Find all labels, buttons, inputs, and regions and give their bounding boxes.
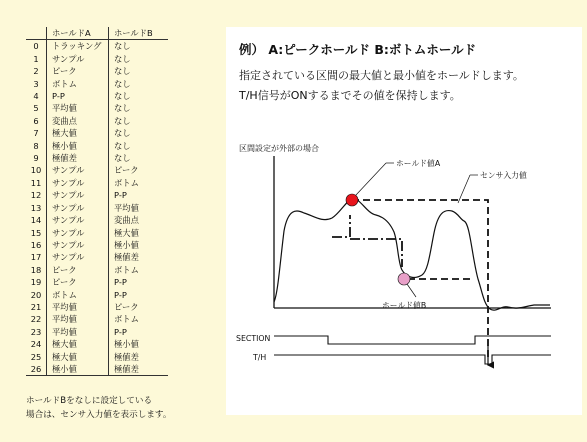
table-row <box>26 102 168 114</box>
hold-b-value: P-P <box>114 289 127 300</box>
th-signal <box>274 355 551 364</box>
section-signal <box>274 336 551 344</box>
hold-a-value: サンプル <box>47 189 109 201</box>
hold-a-value: 平均値 <box>47 301 109 313</box>
hold-a-label: ホールド値A <box>396 159 441 168</box>
hold-b-value: P-P <box>114 190 127 201</box>
hold-b-value: なし <box>114 66 131 77</box>
hold-a-value: サンプル <box>47 202 109 214</box>
table-row <box>26 177 168 189</box>
panel-description-2: T/H信号がONするまでその値を保持します。 <box>239 89 461 102</box>
hold-a-value: 極値差 <box>47 152 109 164</box>
header-number <box>26 27 47 40</box>
hold-b-label: ホールド値B <box>382 301 427 310</box>
row-number: 5 <box>26 102 47 114</box>
hold-b-value: 極小値 <box>114 339 139 350</box>
hold-b-value: P-P <box>114 326 127 337</box>
table-row <box>26 40 168 53</box>
table-row <box>26 363 168 376</box>
hold-a-value: 極大値 <box>47 127 109 139</box>
section-signal-label: SECTION <box>236 334 271 343</box>
hold-b-value: P-P <box>114 277 127 288</box>
row-number: 11 <box>26 177 47 189</box>
table-row <box>26 202 168 214</box>
row-number: 3 <box>26 78 47 90</box>
hold-a-value: ピーク <box>47 264 109 276</box>
table-row <box>26 313 168 325</box>
hold-a-value: 平均値 <box>47 313 109 325</box>
table-row <box>26 338 168 350</box>
row-number: 10 <box>26 164 47 176</box>
hold-a-value: サンプル <box>47 214 109 226</box>
hold-b-value: ピーク <box>114 301 139 312</box>
hold-b-value: なし <box>114 115 131 126</box>
hold-a-value: サンプル <box>47 164 109 176</box>
hold-a-value: 平均値 <box>47 326 109 338</box>
row-number: 26 <box>26 363 47 376</box>
hold-a-value: サンプル <box>47 177 109 189</box>
hold-a-value: 極小値 <box>47 363 109 376</box>
row-number: 4 <box>26 90 47 102</box>
sensor-leader <box>458 175 470 203</box>
table-row <box>26 251 168 263</box>
row-number: 20 <box>26 289 47 301</box>
hold-a-value: ピーク <box>47 276 109 288</box>
table-row <box>26 301 168 313</box>
row-number: 0 <box>26 40 47 53</box>
hold-a-value: 極小値 <box>47 140 109 152</box>
table-row <box>26 152 168 164</box>
row-number: 2 <box>26 65 47 77</box>
row-number: 25 <box>26 351 47 363</box>
row-number: 6 <box>26 115 47 127</box>
row-number: 16 <box>26 239 47 251</box>
hold-b-value: ボトム <box>114 264 139 275</box>
hold-b-value: ピーク <box>114 165 139 176</box>
row-number: 13 <box>26 202 47 214</box>
row-number: 12 <box>26 189 47 201</box>
hold-b-value: 極大値 <box>114 227 139 238</box>
hold-b-value: ボトム <box>114 177 139 188</box>
hold-b-value: 変曲点 <box>114 215 139 226</box>
table-row <box>26 214 168 226</box>
hold-mode-table <box>26 27 168 376</box>
hold-a-value: サンプル <box>47 239 109 251</box>
hold-a-value: ボトム <box>47 78 109 90</box>
sensor-input-curve <box>274 199 550 310</box>
hold-b-value: 極値差 <box>114 252 139 263</box>
header-hold-a: ホールドA <box>47 27 109 40</box>
row-number: 24 <box>26 338 47 350</box>
table-row <box>26 326 168 338</box>
bottom-marker <box>398 273 410 285</box>
hold-a-value: サンプル <box>47 53 109 65</box>
row-number: 7 <box>26 127 47 139</box>
header-hold-b: ホールドB <box>109 27 169 40</box>
sensor-label: センサ入力値 <box>480 171 527 180</box>
hold-a-leader <box>356 163 386 195</box>
table-row <box>26 276 168 288</box>
hold-b-value: なし <box>114 78 131 89</box>
hold-b-value: なし <box>114 153 131 164</box>
hold-b-value: なし <box>114 103 131 114</box>
example-panel <box>226 27 582 415</box>
peak-marker <box>346 194 358 206</box>
table-row <box>26 189 168 201</box>
table-row <box>26 127 168 139</box>
hold-a-value: 極大値 <box>47 338 109 350</box>
row-number: 19 <box>26 276 47 288</box>
note-line-2: 場合は、センサ入力値を表示します。 <box>26 410 172 420</box>
table-row <box>26 239 168 251</box>
table-row <box>26 351 168 363</box>
table-row <box>26 53 168 65</box>
row-number: 17 <box>26 251 47 263</box>
hold-a-value: ピーク <box>47 65 109 77</box>
row-number: 23 <box>26 326 47 338</box>
hold-b-value: なし <box>114 53 131 64</box>
hold-b-value: なし <box>114 128 131 139</box>
section-caption: 区間設定が外部の場合 <box>239 144 319 153</box>
table-row <box>26 90 168 102</box>
table-row <box>26 78 168 90</box>
hold-b-value: なし <box>114 41 131 52</box>
hold-a-value: P-P <box>47 90 109 102</box>
panel-description-1: 指定されている区間の最大値と最小値をホールドします。 <box>239 69 524 82</box>
row-number: 8 <box>26 140 47 152</box>
hold-b-value: 極値差 <box>114 351 139 362</box>
table-row <box>26 140 168 152</box>
row-number: 18 <box>26 264 47 276</box>
hold-a-value: ボトム <box>47 289 109 301</box>
timing-diagram <box>226 27 582 415</box>
table-row <box>26 289 168 301</box>
hold-b-value: 極値差 <box>109 363 169 376</box>
table-header-row <box>26 27 168 40</box>
table-row <box>26 227 168 239</box>
table-row <box>26 164 168 176</box>
hold-a-dashdot-line <box>332 215 350 237</box>
table-row <box>26 65 168 77</box>
hold-b-value: なし <box>114 140 131 151</box>
th-signal-label: T/H <box>253 353 267 362</box>
hold-b-value: 極小値 <box>114 239 139 250</box>
hold-b-value: なし <box>114 91 131 102</box>
hold-b-value: ボトム <box>114 314 139 325</box>
row-number: 21 <box>26 301 47 313</box>
hold-a-value: 変曲点 <box>47 115 109 127</box>
hold-a-value: トラッキング <box>47 40 109 53</box>
hold-a-value: サンプル <box>47 227 109 239</box>
hold-a-value: 極大値 <box>47 351 109 363</box>
row-number: 1 <box>26 53 47 65</box>
hold-b-leader <box>407 284 416 297</box>
row-number: 22 <box>26 313 47 325</box>
row-number: 9 <box>26 152 47 164</box>
row-number: 14 <box>26 214 47 226</box>
row-number: 15 <box>26 227 47 239</box>
hold-b-value: 平均値 <box>114 202 139 213</box>
hold-b-dashdot-line <box>350 239 402 267</box>
panel-title: 例） A:ピークホールド B:ボトムホールド <box>239 42 477 57</box>
note-line-1: ホールドBをなしに設定している <box>26 396 153 406</box>
hold-a-value: 平均値 <box>47 102 109 114</box>
table-row <box>26 115 168 127</box>
table-row <box>26 264 168 276</box>
hold-a-value: サンプル <box>47 251 109 263</box>
